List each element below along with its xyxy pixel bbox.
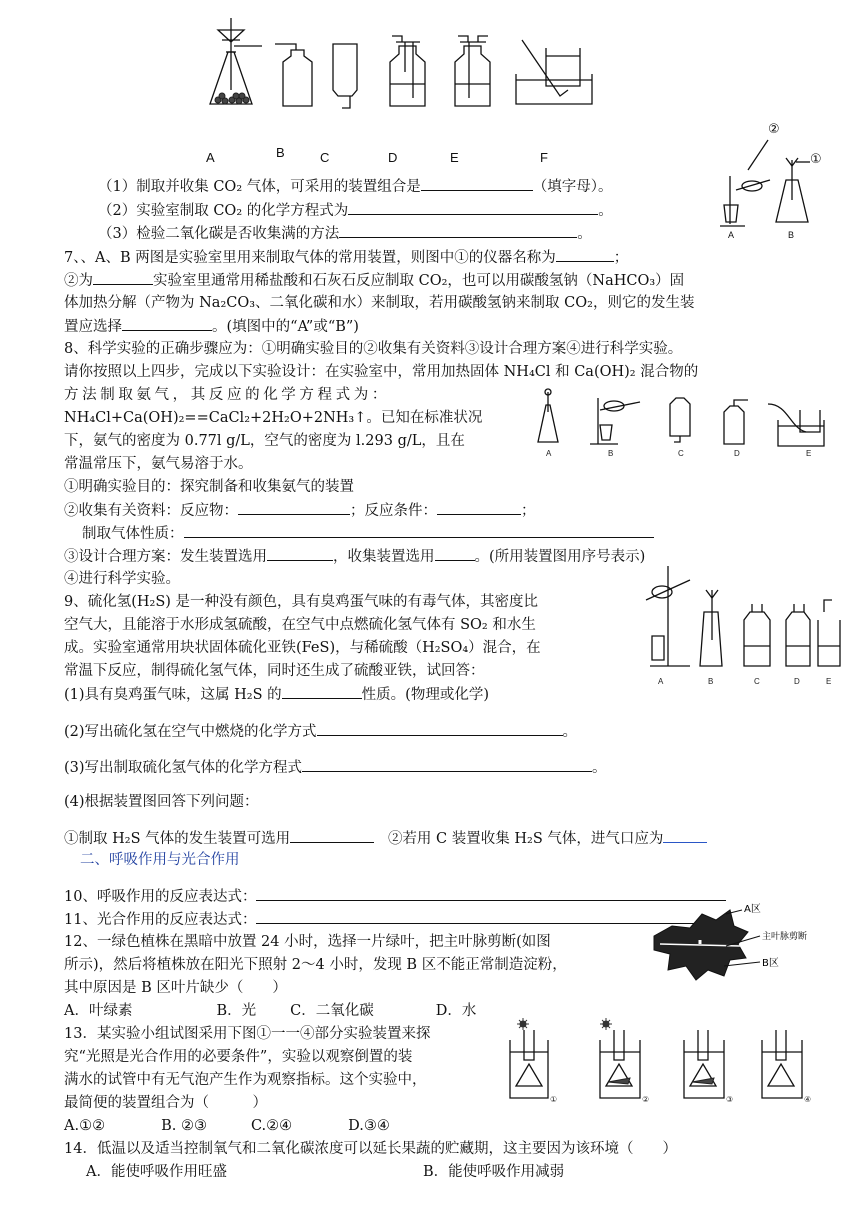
sun-icon-1	[517, 1018, 529, 1030]
q6-line1-text: （1）制取并收集 CO₂ 气体，可采用的装置组合是	[98, 179, 421, 195]
q7-line2-head: ②为	[64, 273, 93, 289]
q14-option-b[interactable]: B．能使呼吸作用减弱	[422, 1164, 565, 1180]
q8-line8-head: ②收集有关资料：反应物：	[64, 503, 238, 519]
q8-line2: 请你按照以上四步，完成以下实验设计：在实验室中，常用加热固体 NH₄Cl 和 Ca(OH)₂ 混合物的	[64, 364, 699, 380]
q8-line4: NH₄Cl+Ca(OH)₂==CaCl₂+2H₂O+2NH₃↑。已知在标准状况	[64, 410, 483, 426]
q9-line4: 常温下反应，制得硫化氢气体，同时还生成了硫酸亚铁，试回答：	[64, 663, 485, 679]
q9-sub5-mid: ②若用 C 装置收集 H₂S 气体，进气口应为	[387, 831, 664, 847]
q7-line4-head: 置应选择	[64, 319, 122, 335]
q8-line9-text: 制取气体性质：	[82, 526, 184, 542]
leaf-label-midrib: 主叶脉剪断	[762, 932, 808, 942]
q6-line2-text: （2）实验室制取 CO₂ 的化学方程式为	[98, 203, 349, 219]
q7-line3: 体加热分解（产物为 Na₂CO₃、二氧化碳和水）来制取，若用碳酸氢钠来制取 CO₂，则它的发生装	[64, 295, 695, 311]
q9-sub2-text: (2)写出硫化氢在空气中燃烧的化学方式	[64, 724, 317, 740]
q9-sub3-text: (3)写出制取硫化氢气体的化学方程式	[64, 760, 303, 776]
beaker-label-2: ②	[642, 1095, 650, 1104]
apparatus-label-e: E	[450, 150, 459, 165]
sun-icon-2	[600, 1018, 612, 1030]
q8-figure-label-c: C	[678, 449, 684, 458]
q6-line2: （2）实验室制取 CO₂ 的化学方程式为 。	[98, 200, 613, 221]
q11-text: 11、光合作用的反应表达式：	[64, 912, 257, 928]
q8-line11: ④进行科学实验。	[64, 571, 180, 587]
q6-line3-text: （3）检验二氧化碳是否收集满的方法	[98, 226, 340, 242]
q8-line10-tail: 。(所用装置图用序号表示)	[474, 549, 646, 565]
leaf-label-a: A区	[744, 904, 761, 915]
q8-line10-mid: ，收集装置选用	[333, 549, 435, 565]
q14-option-a[interactable]: A．能使呼吸作用旺盛	[86, 1164, 227, 1180]
beaker-3	[684, 1030, 724, 1098]
q9-sub3: (3)写出制取硫化氢气体的化学方程式 。	[64, 757, 607, 778]
beaker-4	[762, 1030, 802, 1098]
q13-line4: 最简便的装置组合为（ ）	[64, 1095, 267, 1111]
q12-line1: 12、一绿色植株在黑暗中放置 24 小时，选择一片绿叶，把主叶脉剪断(如图	[64, 934, 551, 950]
leaf-label-b: B区	[762, 958, 779, 969]
q9-sub1-head: (1)具有臭鸡蛋气味，这属 H₂S 的	[64, 687, 282, 703]
section-2-title: 二、呼吸作用与光合作用	[80, 852, 240, 868]
q7-figure-label-a: A	[728, 230, 735, 240]
q13-line1: 13．某实验小组试图采用下图①一一④部分实验装置来探	[64, 1026, 431, 1042]
q7-figure-label-b: B	[788, 230, 795, 240]
q13-option-b[interactable]: B. ②③	[161, 1118, 207, 1134]
q14-options	[86, 1162, 564, 1182]
q12-line2: 所示)，然后将植株放在阳光下照射 2～4 小时，发现 B 区不能正常制造淀粉，	[64, 957, 567, 973]
q8-line10-head: ③设计合理方案：发生装置选用	[64, 549, 267, 565]
q9-sub4: (4)根据装置图回答下列问题：	[64, 794, 259, 810]
q6-line1-tail: （填字母）。	[532, 179, 613, 195]
q8-line7: ①明确实验目的：探究制备和收集氨气的装置	[64, 479, 354, 495]
beaker-label-4: ④	[804, 1095, 812, 1104]
q8-figure-label-b: B	[608, 449, 614, 458]
apparatus-label-a: A	[206, 150, 215, 165]
q7-figure-label-1: ①	[810, 152, 822, 167]
apparatus-label-f: F	[540, 150, 548, 165]
q8-line8-mid: ；反应条件：	[350, 503, 437, 519]
q7-line1-text: 7、、A、B 两图是实验室里用来制取气体的常用装置，则图中①的仪器名称为	[64, 250, 556, 266]
q9-figure-label-a: A	[658, 677, 664, 686]
q13-line2: 究“光照是光合作用的必要条件”，实验以观察倒置的装	[64, 1049, 413, 1065]
q9-figure-label-d: D	[794, 677, 800, 686]
beaker-2	[600, 1030, 640, 1098]
q13-option-a[interactable]: A.①②	[64, 1118, 106, 1134]
beaker-1	[510, 1030, 548, 1098]
q12-option-b[interactable]: B．光	[216, 1003, 257, 1019]
q8-figure-label-a: A	[546, 449, 552, 458]
q12-option-c[interactable]: C．二氧化碳	[290, 1003, 374, 1019]
q7-line1-tail: ；	[613, 250, 629, 266]
q9-line1: 9、硫化氢(H₂S) 是一种没有颜色，具有臭鸡蛋气味的有毒气体，其密度比	[64, 594, 539, 610]
q9-sub5-head: ①制取 H₂S 气体的发生装置可选用	[64, 831, 291, 847]
q8-line6: 常温常压下，氨气易溶于水。	[64, 456, 253, 472]
q9-line3: 成。实验室通常用块状固体硫化亚铁(FeS)，与稀硫酸（H₂SO₄）混合，在	[64, 640, 541, 656]
apparatus-label-b: B	[276, 145, 285, 160]
q9-line2: 空气大，且能溶于水形成氢硫酸，在空气中点燃硫化氢气体有 SO₂ 和水生	[64, 617, 536, 633]
q13-option-c[interactable]: C.②④	[250, 1118, 293, 1134]
q6-line3: （3）检验二氧化碳是否收集满的方法 。	[98, 223, 592, 244]
q9-sub2: (2)写出硫化氢在空气中燃烧的化学方式 。	[64, 721, 577, 742]
q12-line3: 其中原因是 B 区叶片缺少（ ）	[64, 980, 287, 996]
q9-sub1-tail: 性质。(物理或化学)	[361, 687, 489, 703]
apparatus-label-c: C	[320, 150, 330, 165]
q9-figure-label-e: E	[826, 677, 832, 686]
q13-line3: 满水的试管中有无气泡产生作为观察指标。这个实验中，	[64, 1072, 427, 1088]
beaker-label-1: ①	[550, 1095, 558, 1104]
q8-line8-tail: ；	[521, 503, 536, 519]
beaker-label-3: ③	[726, 1095, 734, 1104]
q9-figure-label-b: B	[708, 677, 714, 686]
apparatus-label-d: D	[388, 150, 398, 165]
q13-option-d[interactable]: D.③④	[348, 1118, 390, 1134]
q8-figure-label-e: E	[806, 449, 812, 458]
q7-figure-label-2: ②	[768, 122, 780, 137]
q8-line1: 8、科学实验的正确步骤应为：①明确实验目的②收集有关资料③设计合理方案④进行科学实验。	[64, 341, 683, 357]
q14-line1: 14．低温以及适当控制氧气和二氧化碳浓度可以延长果蔬的贮藏期，这主要因为该环境（ ）	[64, 1141, 677, 1157]
q10-text: 10、呼吸作用的反应表达式：	[64, 889, 257, 905]
q12-option-d[interactable]: D．水	[435, 1003, 477, 1019]
q12-option-a[interactable]: A．叶绿素	[64, 1003, 133, 1019]
q8-figure-label-d: D	[734, 449, 740, 458]
q8-line3: 方 法 制 取 氨 气 ， 其 反 应 的 化 学 方 程 式 为 ：	[64, 387, 386, 403]
q8-line5: 下，氨气的密度为 0.77l g/L，空气的密度为 l.293 g/L，且在	[64, 433, 465, 449]
q7-line2-text: 实验室里通常用稀盐酸和石灰石反应制取 CO₂，也可以用碳酸氢钠（NaHCO₃）固	[153, 273, 685, 289]
q7-line4-tail: 。(填图中的“A”或“B”)	[212, 319, 359, 335]
q9-figure-label-c: C	[754, 677, 760, 686]
